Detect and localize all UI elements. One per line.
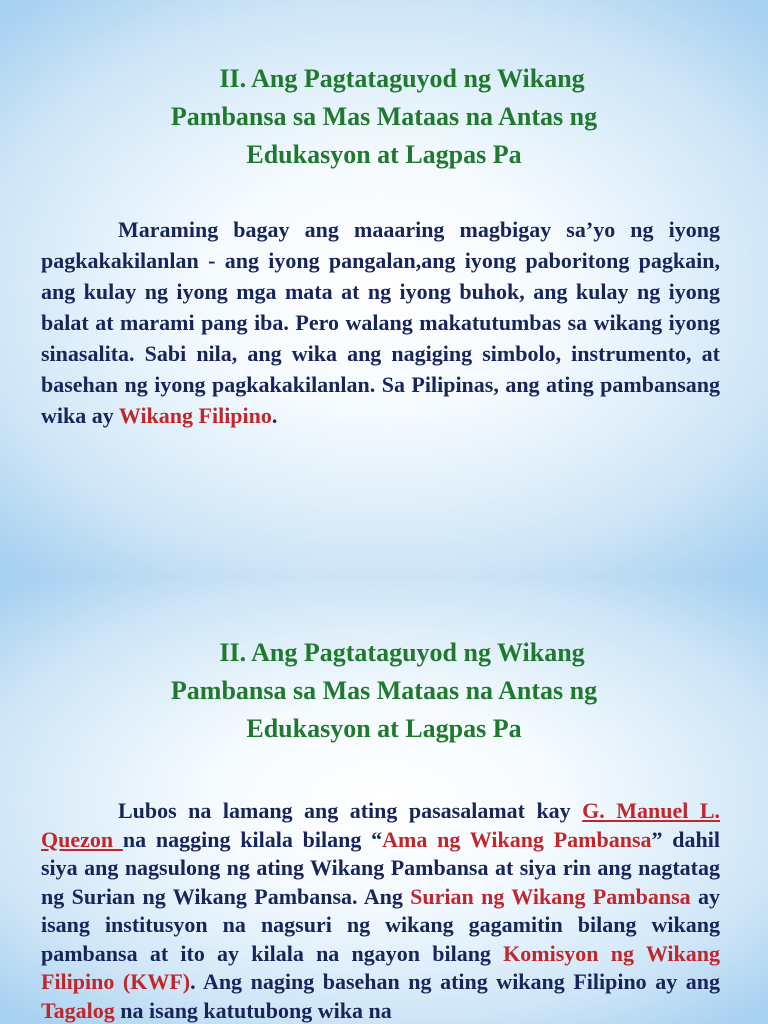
title-line-3: Edukasyon at Lagpas Pa	[246, 714, 522, 743]
highlight-tagalog: Tagalog	[41, 997, 115, 1023]
highlight-surian: Surian ng Wikang Pambansa	[410, 883, 691, 909]
body-text-5: . Ang naging basehan ng ating wikang Filipino ay ang	[190, 969, 721, 994]
highlight-ama-ng-wikang-pambansa: Ama ng Wikang Pambansa	[382, 826, 652, 852]
title-line-2: Pambansa sa Mas Mataas na Antas ng	[170, 676, 598, 705]
body-text-3: ” dahil siya ang nagsulong ng ating Wikang Pambansa at siya rin ang nagtatag ng Surian ng Wikang Pambansa. Ang	[41, 826, 720, 909]
highlight-wikang-filipino: Wikang Filipino	[118, 403, 272, 428]
body-text: Maraming bagay ang maaaring magbigay sa’yo ng iyong pagkakakilanlan - ang iyong pangalan,ang iyong paboritong pagkain, ang kulay ng iyong mga mata at ng iyong buhok, ang kulay ng iyong balat at marami pang iba. Pero walang makatutumbas sa wikang iyong sinasalita. Sabi nila, ang wika ang nagiging simbolo, instrumento, at basehan ng iyong pagkakakilanlan. Sa Pilipinas, ang ating pambansang wika ay	[41, 217, 720, 428]
slide-body-paragraph	[41, 214, 720, 431]
body-text-1: Lubos na lamang ang ating pasasalamat kay	[118, 798, 583, 823]
title-line-1: II. Ang Pagtataguyod ng Wikang	[219, 638, 585, 667]
slide-title	[0, 60, 768, 174]
slide-title	[0, 634, 768, 748]
title-line-1: II. Ang Pagtataguyod ng Wikang	[219, 64, 585, 93]
highlight-kwf: Komisyon ng Wikang Filipino (KWF)	[41, 940, 720, 994]
title-line-2: Pambansa sa Mas Mataas na Antas ng	[170, 102, 598, 131]
link-manuel-quezon[interactable]: G. Manuel L. Quezon	[41, 798, 720, 852]
body-text-4: ay isang institusyon na nagsuri ng wikang gagamitin bilang wikang pambansa at ito ay kilala na ngayon bilang	[41, 883, 720, 966]
slide-2	[0, 577, 768, 1024]
title-line-3: Edukasyon at Lagpas Pa	[246, 140, 522, 169]
body-text-6: na isang katutubong wika na	[114, 997, 392, 1023]
body-end: .	[271, 403, 278, 428]
slide-body-paragraph	[41, 797, 720, 1024]
body-text-2: na nagging kilala bilang “	[122, 826, 383, 852]
